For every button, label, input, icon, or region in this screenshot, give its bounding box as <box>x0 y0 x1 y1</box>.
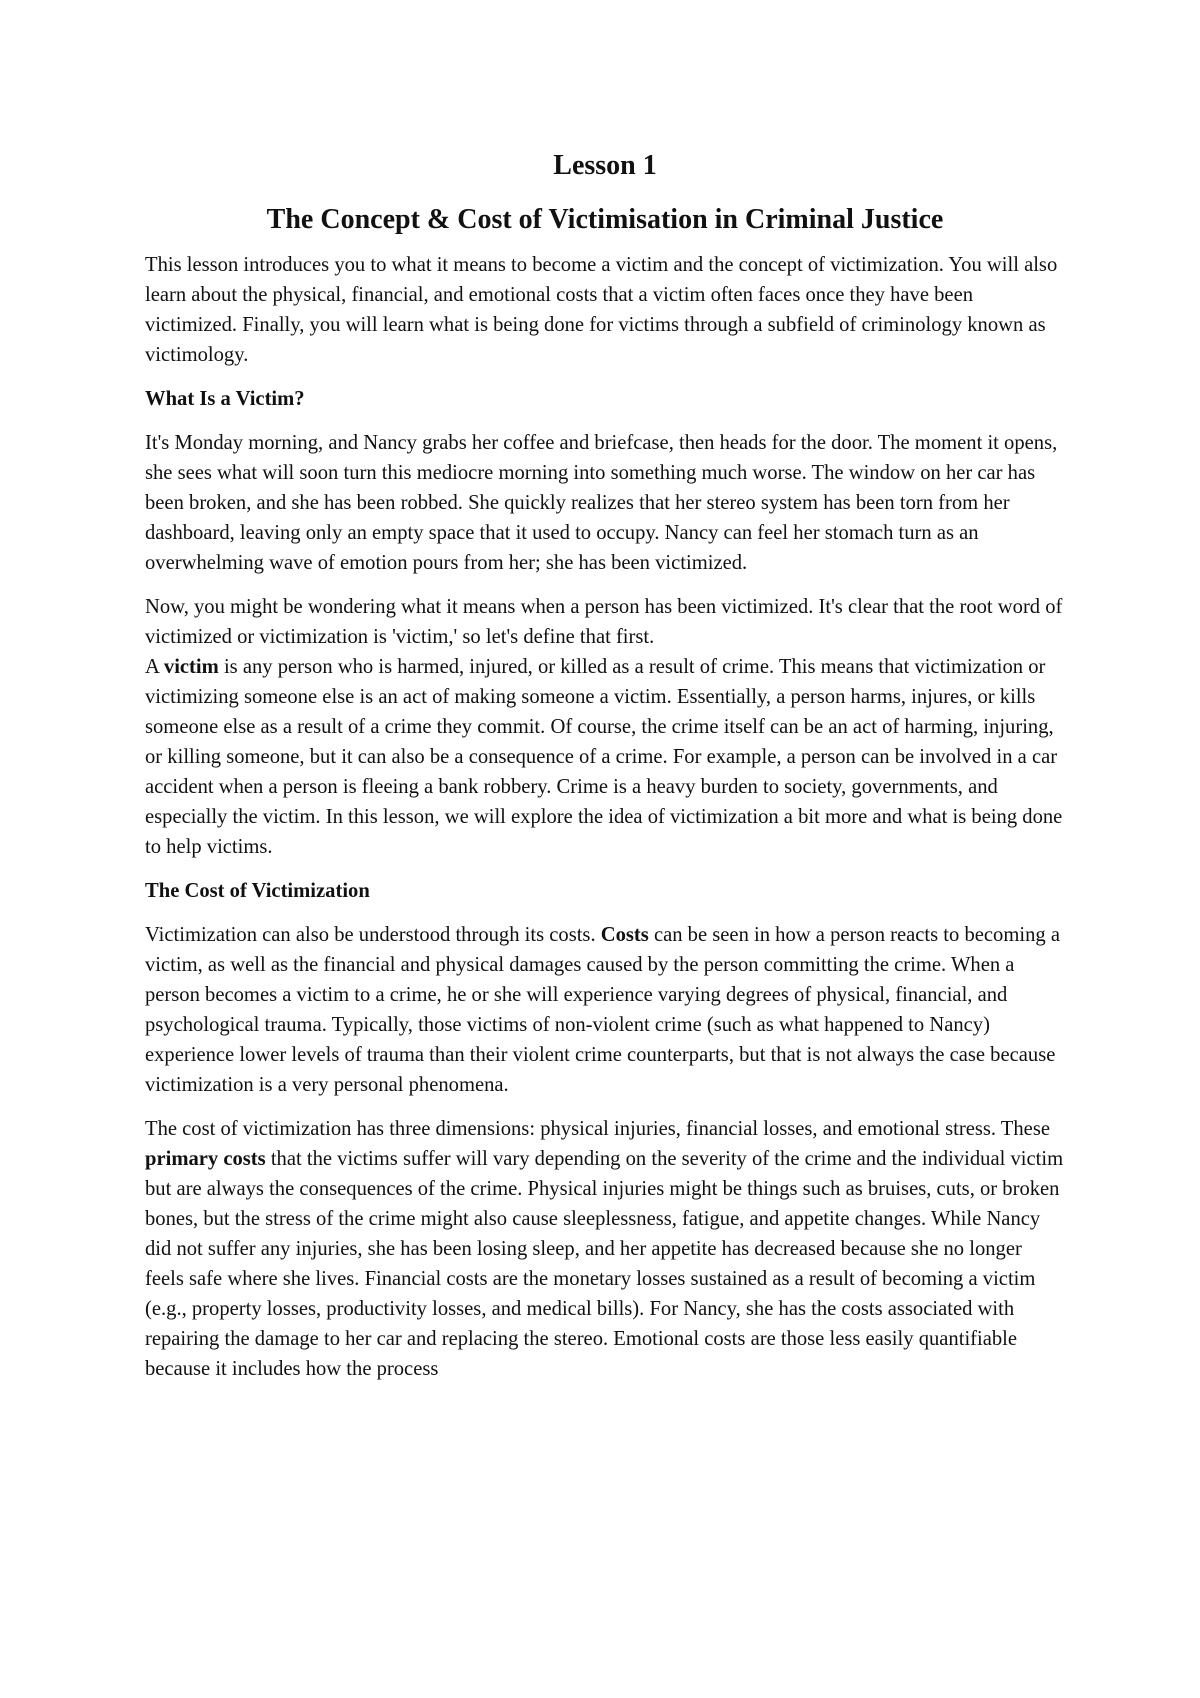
victim-definition-paragraph <box>145 592 1065 862</box>
primary-costs-paragraph <box>145 1114 1065 1384</box>
primary-costs-text: that the victims suffer will vary depending on the severity of the crime and the individual victim but are always the consequences of the crime. Physical injuries might be things such as bruises, cuts, or broken bones, but the stress of the crime might also cause sleeplessness, fatigue, and appetite changes. While Nancy did not suffer any injuries, she has been losing sleep, and her appetite has decreased because she no longer feels safe where she lives. Financial costs are the monetary losses sustained as a result of becoming a victim (e.g., property losses, productivity losses, and medical bills). For Nancy, she has the costs associated with repairing the damage to her car and replacing the stereo. Emotional costs are those less easily quantifiable because it includes how the process <box>145 1148 1064 1380</box>
costs-term: Costs <box>600 924 649 946</box>
section-heading-cost-of-victimization: The Cost of Victimization <box>145 880 370 902</box>
victim-term: victim <box>163 656 219 678</box>
costs-text: can be seen in how a person reacts to becoming a victim, as well as the financial and physical damages caused by the person committing the crime. When a person becomes a victim to a crime, he or she will experience varying degrees of physical, financial, and psychological trauma. Typically, those victims of non-violent crime (such as what happened to Nancy) experience lower levels of trauma than their violent crime counterparts, but that is not always the case because victimization is a very personal phenomena. <box>145 924 1060 1096</box>
intro-paragraph: This lesson introduces you to what it means to become a victim and the concept of victimization. You will also learn about the physical, financial, and emotional costs that a victim often faces once they have been victimized. Finally, you will learn what is being done for victims through a subfield of criminology known as victimology. <box>145 254 1058 366</box>
primary-costs-prefix: The cost of victimization has three dimensions: physical injuries, financial losses, and emotional stress. These <box>145 1118 1050 1140</box>
primary-costs-term: primary costs <box>145 1148 266 1170</box>
nancy-story-paragraph: It's Monday morning, and Nancy grabs her coffee and briefcase, then heads for the door. The moment it opens, she sees what will soon turn this mediocre morning into something much worse. The window on her car has been broken, and she has been robbed. She quickly realizes that her stereo system has been torn from her dashboard, leaving only an empty space that it used to occupy. Nancy can feel her stomach turn as an overwhelming wave of emotion pours from her; she has been victimized. <box>145 432 1058 574</box>
costs-paragraph <box>145 920 1065 1100</box>
lesson-number: Lesson 1 <box>553 150 657 181</box>
section-heading-what-is-a-victim: What Is a Victim? <box>145 388 305 410</box>
costs-prefix: Victimization can also be understood through its costs. <box>145 924 601 946</box>
victim-definition-intro-line: Now, you might be wondering what it means when a person has been victimized. It's clear that the root word of victimized or victimization is 'victim,' so let's define that first. <box>145 596 1063 648</box>
victim-definition-text: is any person who is harmed, injured, or killed as a result of crime. This means that victimization or victimizing someone else is an act of making someone a victim. Essentially, a person harms, injures, or kills someone else as a result of a crime they commit. Of course, the crime itself can be an act of harming, injuring, or killing someone, but it can also be a consequence of a crime. For example, a person can be involved in a car accident when a person is fleeing a bank robbery. Crime is a heavy burden to society, governments, and especially the victim. In this lesson, we will explore the idea of victimization a bit more and what is being done to help victims. <box>145 656 1063 858</box>
lesson-title: The Concept & Cost of Victimisation in Criminal Justice <box>266 204 944 235</box>
document-body <box>145 146 1065 1384</box>
victim-definition-prefix: A <box>145 656 164 678</box>
